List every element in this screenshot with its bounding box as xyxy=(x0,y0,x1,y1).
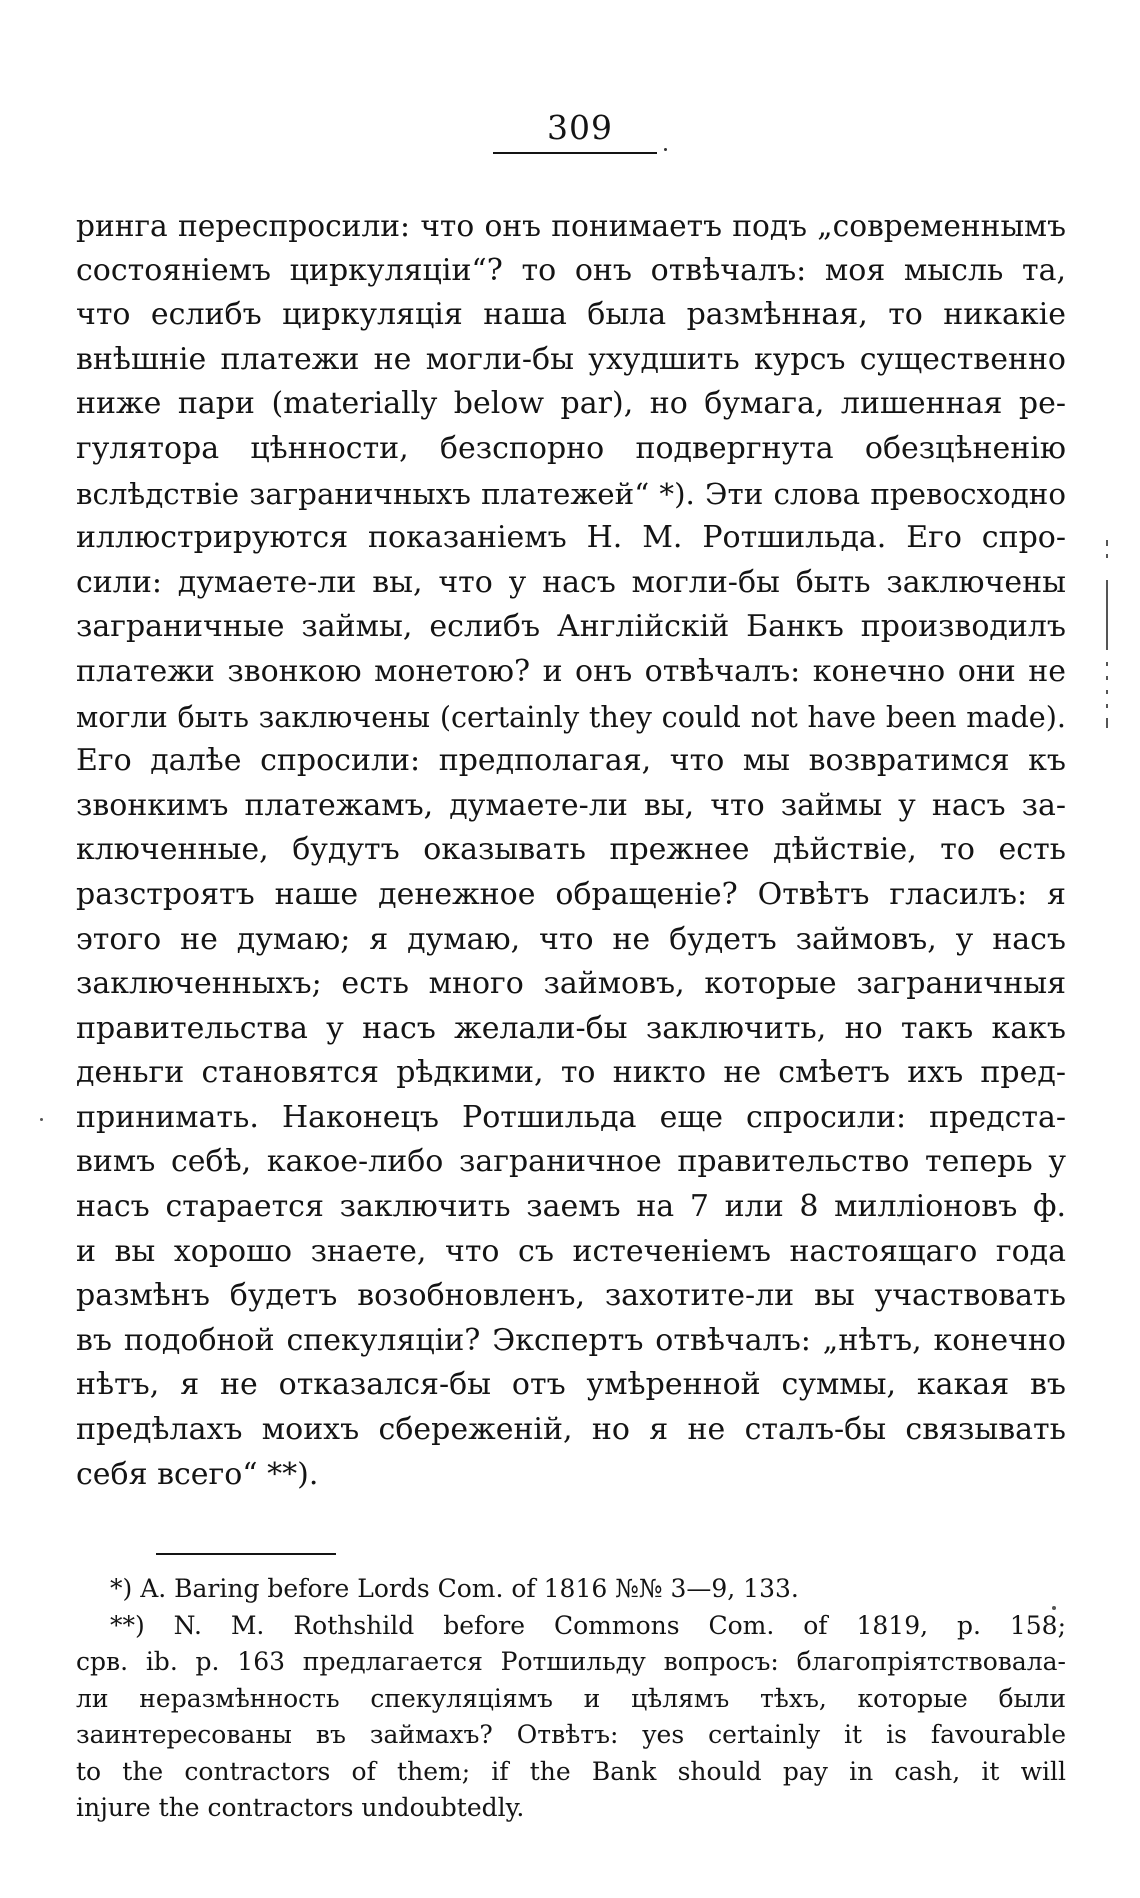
text-line: могли быть заключены (certainly they could not have been made). xyxy=(76,699,1066,734)
footnote-line: ли неразмѣнность спекуляціямъ и цѣлямъ тѣхъ, которые были xyxy=(76,1683,1066,1713)
text-line: что еслибъ циркуляція наша была размѣнная, то никакіе xyxy=(76,297,1066,333)
text-line: сили: думаете-ли вы, что у насъ могли-бы быть заключены xyxy=(76,564,1066,600)
text-line: нѣтъ, я не отказался-бы отъ умѣренной суммы, какая въ xyxy=(76,1367,1066,1403)
text-line: деньги становятся рѣдкими, то никто не смѣетъ ихъ пред- xyxy=(76,1055,1066,1091)
footnote-line: injure the contractors undoubtedly. xyxy=(76,1793,525,1822)
text-line: себя всего“ **). xyxy=(76,1456,319,1492)
footnote-line: **) N. M. Rothshild before Commons Com. of 1819, p. 158; xyxy=(110,1610,1066,1640)
text-line: насъ старается заключить заемъ на 7 или 8 милліоновъ ф. xyxy=(76,1189,1066,1225)
footnote-line: заинтересованы въ займахъ? Отвѣтъ: yes certainly it is favourable xyxy=(76,1720,1066,1749)
footnote-line: *) A. Baring before Lords Com. of 1816 №№ 3—9, 133. xyxy=(110,1574,799,1603)
footnote-line: to the contractors of them; if the Bank should pay in cash, it will xyxy=(76,1756,1066,1786)
ink-speck xyxy=(40,1118,43,1121)
text-line: состояніемъ циркуляціи“? то онъ отвѣчалъ: моя мысль та, xyxy=(76,252,1066,288)
text-line: звонкимъ платежамъ, думаете-ли вы, что займы у насъ за- xyxy=(76,787,1066,823)
footnotes xyxy=(76,1571,1066,1827)
text-line: вслѣдствіе заграничныхъ платежей“ *). Эти слова превосходно xyxy=(76,476,1066,511)
text-line: платежи звонкою монетою? и онъ отвѣчалъ: конечно они не xyxy=(76,653,1066,689)
text-line: разстроятъ наше денежное обращеніе? Отвѣтъ гласилъ: я xyxy=(76,876,1066,912)
text-line: внѣшніе платежи не могли-бы ухудшить курсъ существенно xyxy=(76,341,1066,377)
text-line: принимать. Наконецъ Ротшильда еще спросили: предста- xyxy=(76,1099,1066,1135)
page-number: 309 xyxy=(547,108,613,147)
text-line: ниже пари (materially below par), но бумага, лишенная ре- xyxy=(76,386,1066,422)
text-line: въ подобной спекуляціи? Экспертъ отвѣчалъ: „нѣтъ, конечно xyxy=(76,1322,1066,1358)
text-line: заграничные займы, еслибъ Англійскій Банкъ производилъ xyxy=(76,609,1066,645)
text-line: вимъ себѣ, какое-либо заграничное правительство теперь у xyxy=(76,1144,1066,1180)
text-line: ключенные, будутъ оказывать прежнее дѣйствіе, то есть xyxy=(76,832,1066,868)
footnote-line: срв. ib. p. 163 предлагается Ротшильду вопросъ: благопріятствовала- xyxy=(76,1647,1066,1676)
footnote-separator xyxy=(156,1553,336,1555)
text-line: правительства у насъ желали-бы заключить, но такъ какъ xyxy=(76,1010,1066,1046)
margin-pencil-mark xyxy=(1106,540,1110,730)
ink-speck xyxy=(664,148,667,151)
text-line: этого не думаю; я думаю, что не будетъ займовъ, у насъ xyxy=(76,921,1066,957)
text-line: и вы хорошо знаете, что съ истеченіемъ настоящаго года xyxy=(76,1233,1066,1269)
text-line: размѣнъ будетъ возобновленъ, захотите-ли вы участвовать xyxy=(76,1278,1066,1314)
page-number-underline xyxy=(493,152,657,154)
ink-speck xyxy=(1052,1606,1056,1610)
text-line: предѣлахъ моихъ сбереженій, но я не сталъ-бы связывать xyxy=(76,1412,1066,1448)
main-text xyxy=(76,204,1066,1497)
text-line: гулятора цѣнности, безспорно подвергнута обезцѣненію xyxy=(76,430,1066,466)
text-line: иллюстрируются показаніемъ Н. М. Ротшильда. Его спро- xyxy=(76,520,1066,556)
text-line: Его далѣе спросили: предполагая, что мы возвратимся къ xyxy=(76,743,1066,779)
text-line: ринга переспросили: что онъ понимаетъ подъ „современнымъ xyxy=(76,208,1066,243)
text-line: заключенныхъ; есть много займовъ, которые заграничныя xyxy=(76,966,1066,1002)
